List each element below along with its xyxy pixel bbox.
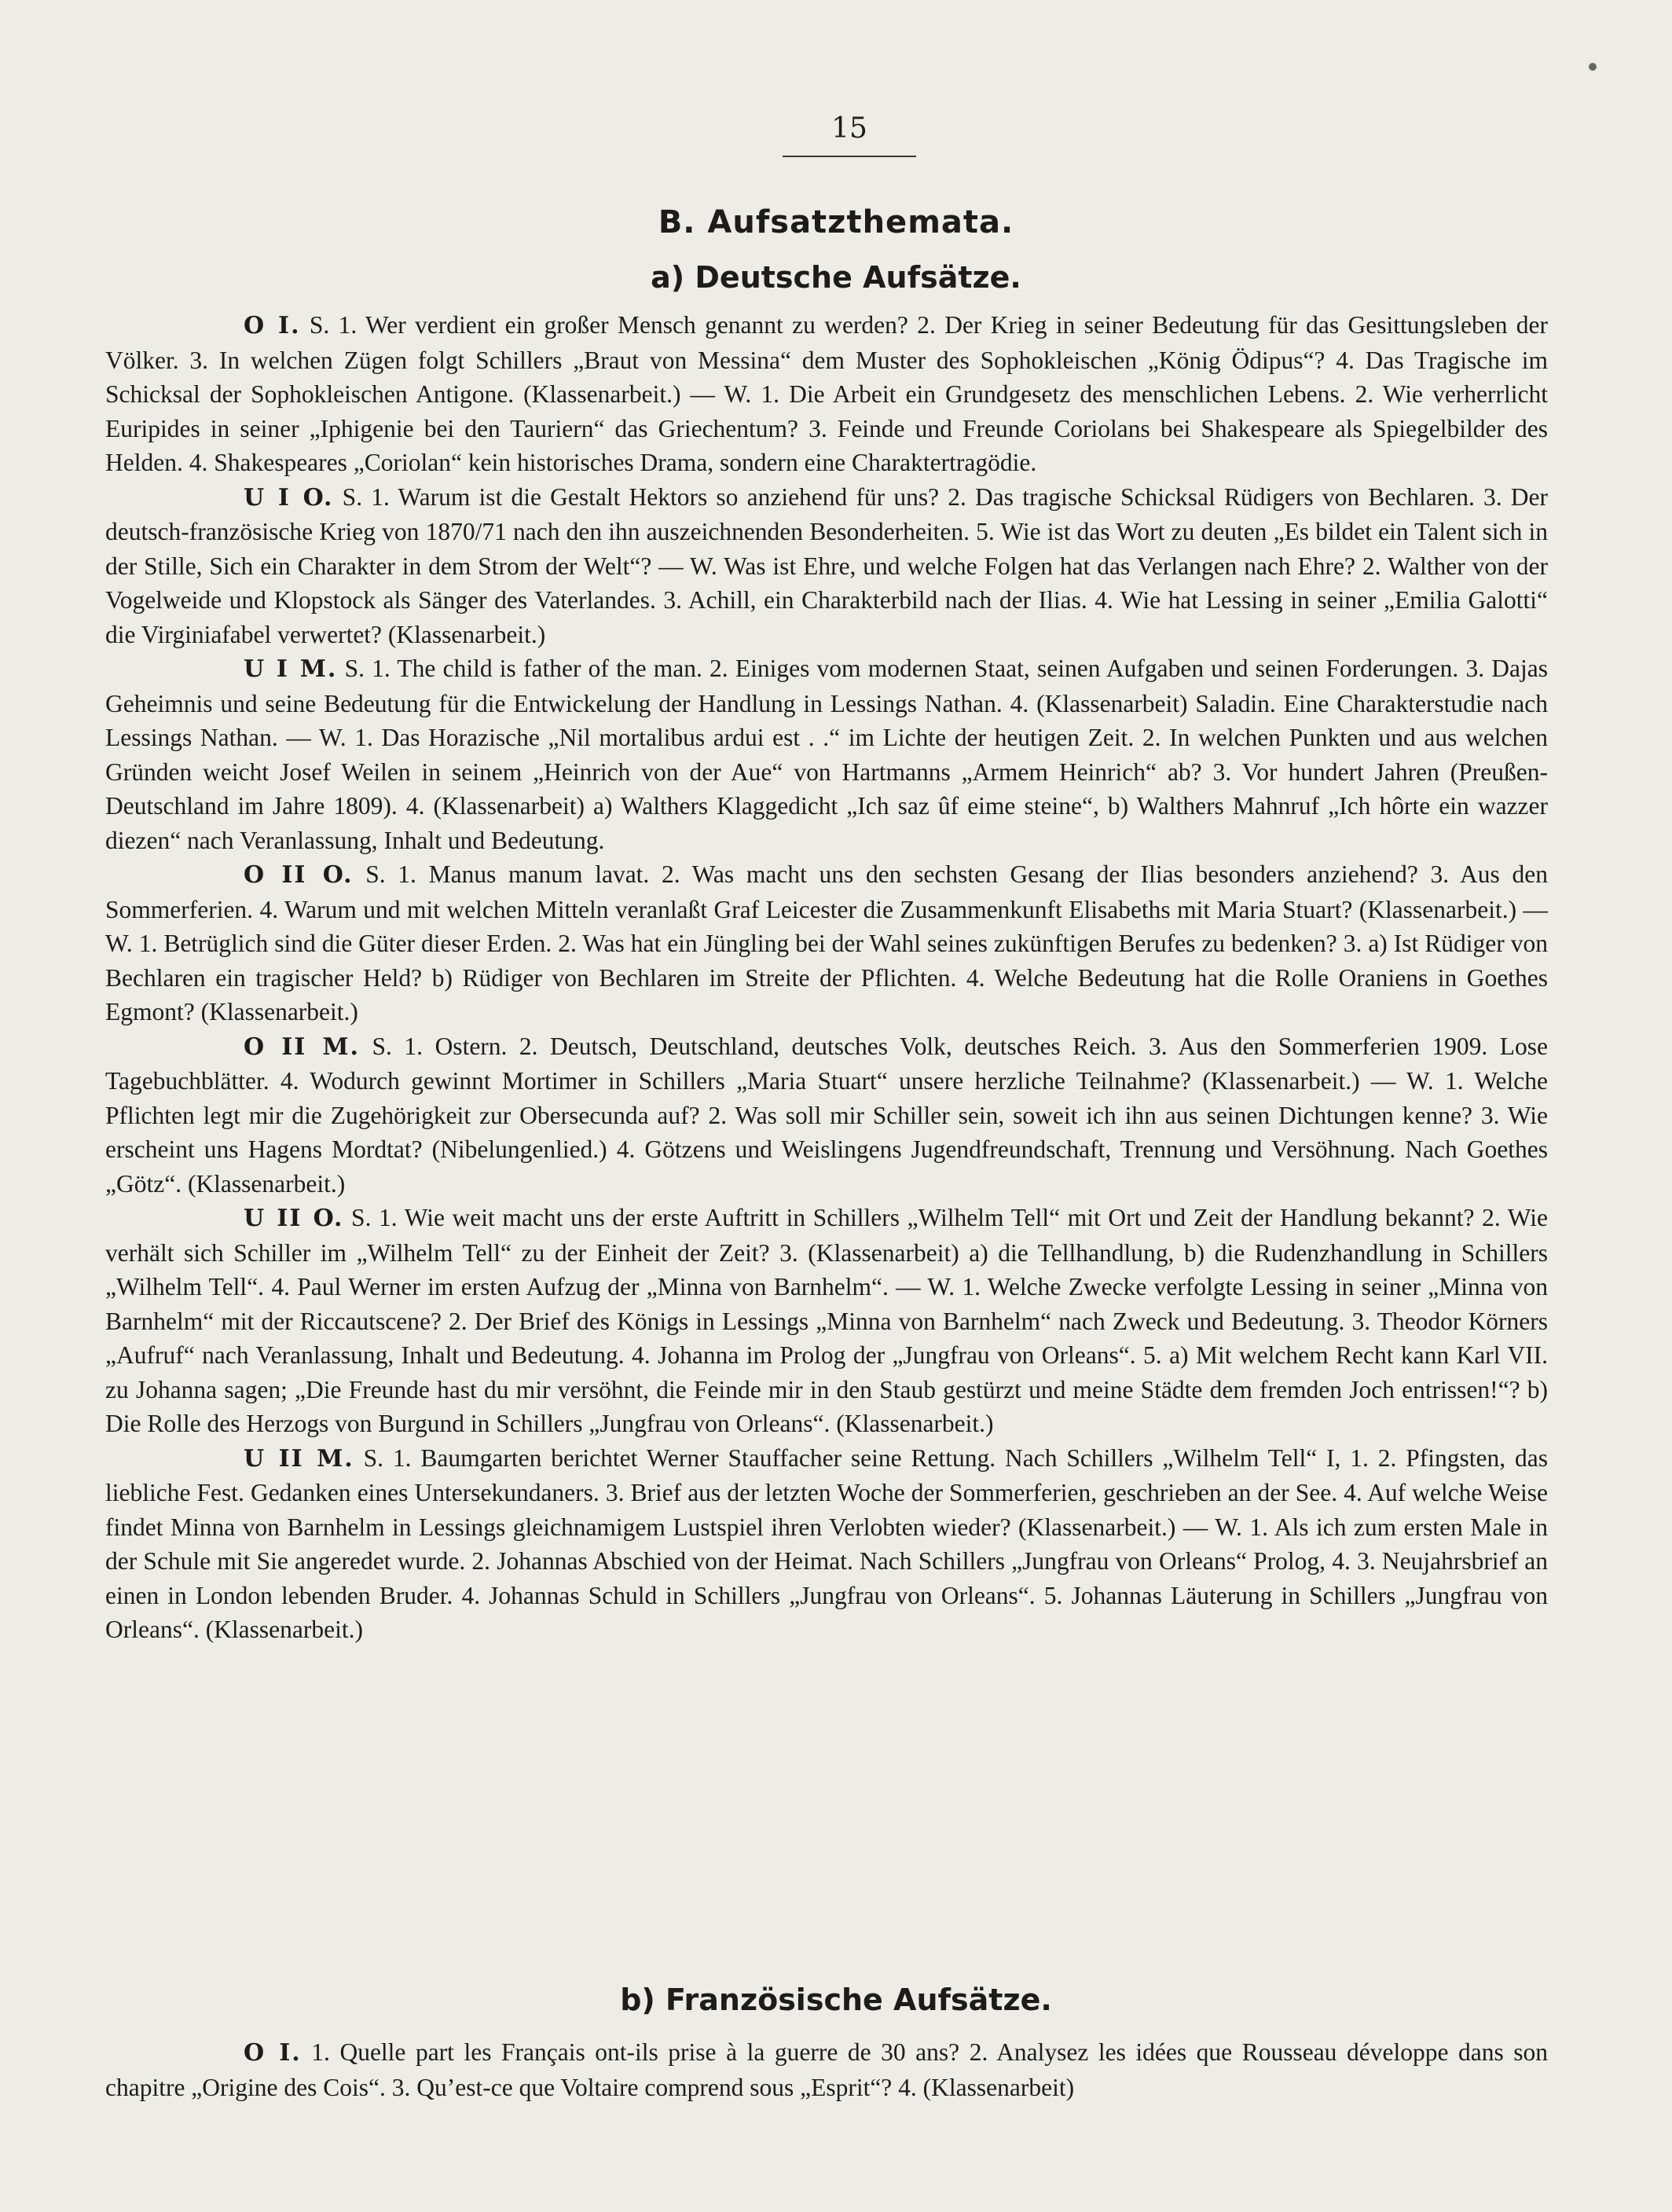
topic-text: S. 1. Manus manum lavat. 2. Was macht uns den sechsten Gesang der Ilias besonders anziehend? 3. Aus den Sommerferien. 4. Warum und mit welchen Mitteln veranlaßt Graf Leicester die Zusammenkunft Elisabeths mit Maria Stuart? (Klassenarbeit.) — W. 1. Betrüglich sind die Güter dieser Erden. 2. Was hat ein Jüngling bei der Wahl seines zukünftigen Berufes zu bedenken? 3. a) Ist Rüdiger von Bechlaren ein tragischer Held? b) Rüdiger von Bechlaren im Streite der Pflichten. 4. Welche Bedeutung hat die Rolle Oraniens in Goethes Egmont? (Klassenarbeit.) (105, 860, 1548, 1025)
topic-text: S. 1. Wie weit macht uns der erste Auftritt in Schillers „Wilhelm Tell“ mit Ort und Zeit der Handlung bekannt? 2. Wie verhält sich Schiller im „Wilhelm Tell“ zu der Einheit der Zeit? 3. (Klassenarbeit) a) die Tellhandlung, b) die Rudenzhandlung in Schillers „Wilhelm Tell“. 4. Paul Werner im ersten Aufzug der „Minna von Barnhelm“. — W. 1. Welche Zwecke verfolgte Lessing in seiner „Minna von Barnhelm“ mit der Riccautscene? 2. Der Brief des Königs in Lessings „Minna von Barnhelm“ nach Zweck und Bedeutung. 3. Theodor Körners „Aufruf“ nach Veranlassung, Inhalt und Bedeutung. 4. Johanna im Prolog der „Jungfrau von Orleans“. 5. a) Mit welchem Recht kann Karl VII. zu Johanna sagen; „Die Freunde hast du mir versöhnt, die Feinde mir in den Staub gestürzt und meine Städte dem fremden Joch entrissen!“? b) Die Rolle des Herzogs von Burgund in Schillers „Jungfrau von Orleans“. (Klassenarbeit.) (105, 1204, 1549, 1437)
class-label: U II O. (244, 1205, 344, 1232)
class-label: U I M. (244, 655, 338, 683)
section-heading: B. Aufsatzthemata. (658, 204, 1014, 240)
topic-text: 1. Quelle part les Français ont-ils prise à la guerre de 30 ans? 2. Analysez les idées que Rousseau développe dans son chapitre „Origine des Cois“. 3. Qu’est-ce que Voltaire comprend sous „Esprit“? 4. (Klassenarbeit) (105, 2038, 1549, 2101)
topic-text: S. 1. The child is father of the man. 2. Einiges vom modernen Staat, seinen Aufgaben und seinen Forderungen. 3. Dajas Geheimnis und seine Bedeutung für die Entwickelung der Handlung in Lessings Nathan. 4. (Klassenarbeit) Saladin. Eine Charakterstudie nach Lessings Nathan. — W. 1. Das Horazische „Nil mortalibus ardui est . .“ im Lichte der heutigen Zeit. 2. In welchen Punkten und aus welchen Gründen weicht Josef Weilen in seinem „Heinrich von der Aue“ von Hartmanns „Armem Heinrich“ ab? 3. Vor hundert Jahren (Preußen-Deutschland im Jahre 1809). 4. (Klassenarbeit) a) Walthers Klaggedicht „Ich saz ûf eime steine“, b) Walthers Mahnruf „Ich hôrte ein wazzer diezen“ nach Veranlassung, Inhalt und Bedeutung. (105, 655, 1548, 854)
topic-paragraph (105, 1201, 1548, 1441)
topic-paragraph (105, 480, 1548, 652)
topic-paragraph (105, 2035, 1548, 2104)
topic-paragraph (105, 651, 1548, 857)
page-number-rule (783, 156, 916, 157)
page-number: 15 (831, 112, 867, 145)
topic-paragraph (105, 857, 1548, 1029)
subsection-heading-french: b) Französische Aufsätze. (620, 1983, 1052, 2017)
class-label: O II O. (244, 861, 354, 889)
paper-speck (1589, 63, 1597, 71)
topic-text: S. 1. Baumgarten berichtet Werner Stauffacher seine Rettung. Nach Schillers „Wilhelm Tell“ I, 1. 2. Pfingsten, das liebliche Fest. Gedanken eines Untersekundaners. 3. Brief aus der letzten Woche der Sommerferien, geschrieben an der See. 4. Auf welche Weise findet Minna von Barnhelm in Lessings gleichnamigem Lustspiel ihren Verlobten wieder? (Klassenarbeit.) — W. 1. Als ich zum ersten Male in der Schule mit Sie angeredet wurde. 2. Johannas Abschied von der Heimat. Nach Schillers „Jungfrau von Orleans“ Prolog, 4. 3. Neujahrsbrief an einen in London lebenden Bruder. 4. Johannas Schuld in Schillers „Jungfrau von Orleans“. 5. Johannas Läuterung in Schillers „Jungfrau von Orleans“. (Klassenarbeit.) (105, 1443, 1549, 1643)
topic-text: S. 1. Ostern. 2. Deutsch, Deutschland, deutsches Volk, deutsches Reich. 3. Aus den Sommerferien 1909. Lose Tagebuchblätter. 4. Wodurch gewinnt Mortimer in Schillers „Maria Stuart“ unsere herzliche Teilnahme? (Klassenarbeit.) — W. 1. Welche Pflichten legt mir die Zugehörigkeit zur Obersecunda auf? 2. Was soll mir Schiller sein, soweit ich ihn aus seinen Dichtungen kenne? 3. Wie erscheint uns Hagens Mordtat? (Nibelungenlied.) 4. Götzens und Weislingens Jugendfreundschaft, Trennung und Versöhnung. Nach Goethes „Götz“. (Klassenarbeit.) (105, 1032, 1548, 1198)
subsection-heading-german: a) Deutsche Aufsätze. (651, 260, 1021, 295)
topic-text: S. 1. Wer verdient ein großer Mensch genannt zu werden? 2. Der Krieg in seiner Bedeutung für das Gesittungsleben der Völker. 3. In welchen Zügen folgt Schillers „Braut von Messina“ dem Muster des Sophokleischen „König Ödipus“? 4. Das Tragische im Schicksal der Sophokleischen Antigone. (Klassenarbeit.) — W. 1. Die Arbeit ein Grundgesetz des menschlichen Lebens. 2. Wie verherrlicht Euripides in seiner „Iphigenie bei den Tauriern“ das Griechentum? 3. Feinde und Freunde Coriolans bei Shakespeare als Spiegelbilder des Helden. 4. Shakespeares „Coriolan“ kein historisches Drama, sondern eine Charaktertragödie. (105, 311, 1549, 476)
topic-paragraph (105, 1029, 1548, 1201)
topic-paragraph (105, 308, 1548, 480)
class-label: U I O. (244, 483, 334, 512)
topic-paragraph (105, 1441, 1548, 1647)
french-essay-topics (105, 2035, 1548, 2104)
class-label: O I. (244, 312, 301, 339)
german-essay-topics (105, 308, 1548, 1647)
class-label: O I. (244, 2039, 302, 2067)
class-label: U II M. (244, 1444, 354, 1473)
class-label: O II M. (244, 1033, 361, 1061)
topic-text: S. 1. Warum ist die Gestalt Hektors so anziehend für uns? 2. Das tragische Schicksal Rüdigers von Bechlaren. 3. Der deutsch-französische Krieg von 1870/71 nach den ihn auszeichnenden Besonderheiten. 5. Wie ist das Wort zu deuten „Es bildet ein Talent sich in der Stille, Sich ein Charakter in dem Strom der Welt“? — W. Was ist Ehre, und welche Folgen hat das Verlangen nach Ehre? 2. Walther von der Vogelweide und Klopstock als Sänger des Vaterlandes. 3. Achill, ein Charakterbild nach der Ilias. 4. Wie hat Lessing in seiner „Emilia Galotti“ die Virginiafabel verwertet? (Klassenarbeit.) (105, 482, 1549, 648)
